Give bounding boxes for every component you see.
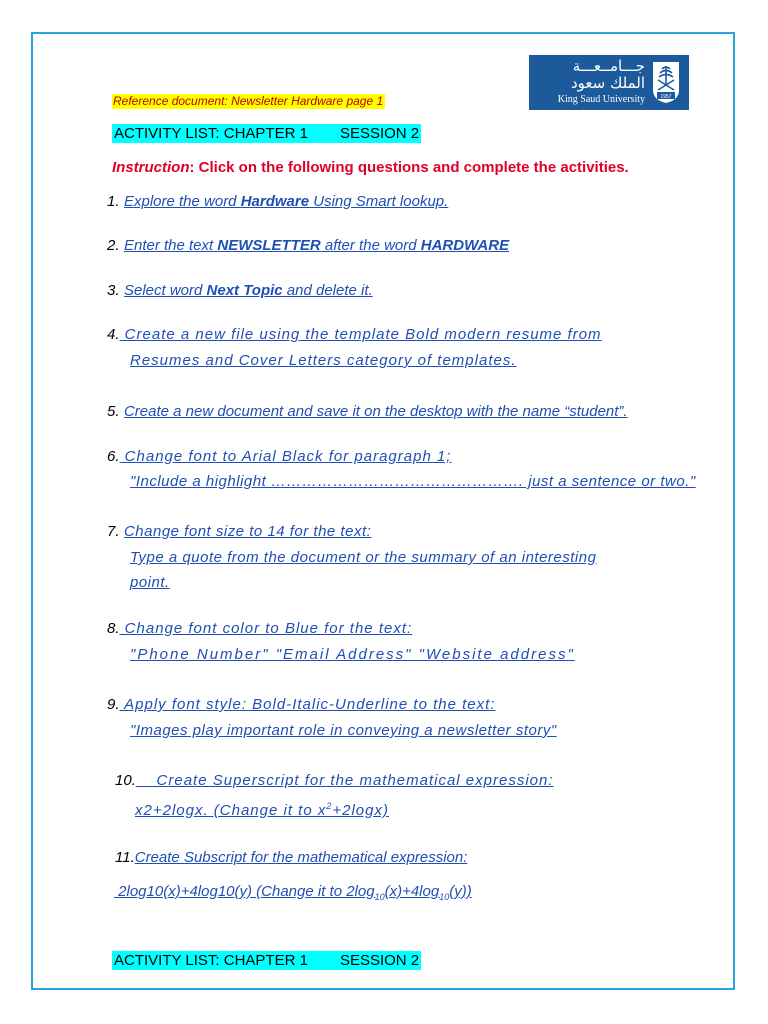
question-5-link[interactable]: Create a new document and save it on the desktop with the name “student”. bbox=[123, 403, 628, 420]
question-6 bbox=[107, 447, 451, 467]
logo-english-name: King Saud University bbox=[557, 94, 645, 105]
question-10-line2 bbox=[135, 796, 389, 821]
instruction-label: Instruction bbox=[112, 159, 190, 176]
question-9-link[interactable]: Apply font style: Bold-Italic-Underline to the text: bbox=[119, 696, 496, 713]
activity-header bbox=[112, 124, 421, 143]
question-10 bbox=[115, 771, 554, 791]
logo-arabic-line2: الملك سعود bbox=[570, 74, 645, 92]
question-3-link[interactable]: Select word Next Topic and delete it. bbox=[123, 282, 373, 299]
question-7-line3 bbox=[130, 573, 170, 593]
question-7-link-cont[interactable]: Type a quote from the document or the summary of an interesting bbox=[130, 549, 597, 566]
instruction-text: : Click on the following questions and complete the activities. bbox=[189, 159, 629, 176]
activity-header-bottom bbox=[112, 951, 421, 970]
logo-year: 1957 bbox=[660, 94, 672, 100]
question-7 bbox=[107, 522, 371, 542]
question-7-link[interactable]: Change font size to 14 for the text: bbox=[123, 523, 372, 540]
university-logo bbox=[529, 55, 689, 110]
question-4 bbox=[107, 325, 602, 345]
question-number: 9. bbox=[107, 696, 120, 713]
question-8-link-cont[interactable]: "Phone Number" "Email Address" "Website address" bbox=[130, 646, 575, 663]
question-number: 6. bbox=[107, 448, 120, 465]
question-10-link-cont[interactable]: x2+2logx. (Change it to $x^2+2\log x$) bbox=[135, 801, 389, 819]
question-8 bbox=[107, 619, 412, 639]
question-3 bbox=[107, 281, 373, 301]
question-number: 3. bbox=[107, 282, 120, 299]
question-9 bbox=[107, 695, 495, 715]
question-number: 11. bbox=[115, 849, 135, 866]
question-2 bbox=[107, 236, 509, 256]
question-number: 10. bbox=[115, 772, 136, 789]
question-4-line2 bbox=[130, 351, 517, 371]
question-11-link-cont[interactable]: 2log10(x)+4log10(y) (Change it to $2\log_{10}(x)+4\log_{10}(y)$) bbox=[114, 883, 472, 902]
question-number: 8. bbox=[107, 620, 120, 637]
logo-arabic-line1: جـــامــعـــة bbox=[572, 57, 645, 75]
question-4-link-cont[interactable]: Resumes and Cover Letters category of templates. bbox=[130, 352, 517, 369]
activity-title: ACTIVITY LIST: CHAPTER 1 bbox=[114, 125, 308, 142]
question-number: 4. bbox=[107, 326, 120, 343]
question-8-link[interactable]: Change font color to Blue for the text: bbox=[119, 620, 413, 637]
question-6-line2 bbox=[130, 472, 696, 492]
university-emblem-icon bbox=[651, 60, 681, 104]
question-6-link-cont[interactable]: "Include a highlight …………………………………………. just a sentence or two." bbox=[130, 473, 696, 490]
instruction bbox=[112, 158, 629, 178]
activity-title: ACTIVITY LIST: CHAPTER 1 bbox=[114, 952, 308, 969]
question-7-link-cont[interactable]: point. bbox=[130, 574, 170, 591]
question-9-line2 bbox=[130, 721, 557, 741]
question-2-link[interactable]: Enter the text NEWSLETTER after the word HARDWARE bbox=[123, 237, 510, 254]
question-11 bbox=[115, 848, 467, 868]
question-11-line2 bbox=[114, 882, 472, 907]
reference-note: Reference document: Newsletter Hardware page 1 bbox=[113, 94, 384, 108]
question-10-link[interactable]: Create Superscript for the mathematical expression: bbox=[135, 772, 554, 789]
question-5 bbox=[107, 402, 628, 422]
session-label: SESSION 2 bbox=[339, 125, 420, 142]
question-number: 7. bbox=[107, 523, 120, 540]
question-number: 5. bbox=[107, 403, 120, 420]
question-8-line2 bbox=[130, 645, 575, 665]
question-4-link[interactable]: Create a new file using the template Bold modern resume from bbox=[119, 326, 602, 343]
session-label: SESSION 2 bbox=[339, 952, 420, 969]
question-6-link[interactable]: Change font to Arial Black for paragraph 1; bbox=[119, 448, 452, 465]
question-11-link[interactable]: Create Subscript for the mathematical expression: bbox=[134, 849, 468, 866]
question-1 bbox=[107, 192, 448, 212]
question-7-line2 bbox=[130, 548, 596, 568]
question-9-link-cont[interactable]: "Images play important role in conveying a newsletter story" bbox=[130, 722, 557, 739]
question-number: 2. bbox=[107, 237, 120, 254]
question-number: 1. bbox=[107, 193, 120, 210]
question-1-link[interactable]: Explore the word Hardware Using Smart lookup. bbox=[123, 193, 449, 210]
